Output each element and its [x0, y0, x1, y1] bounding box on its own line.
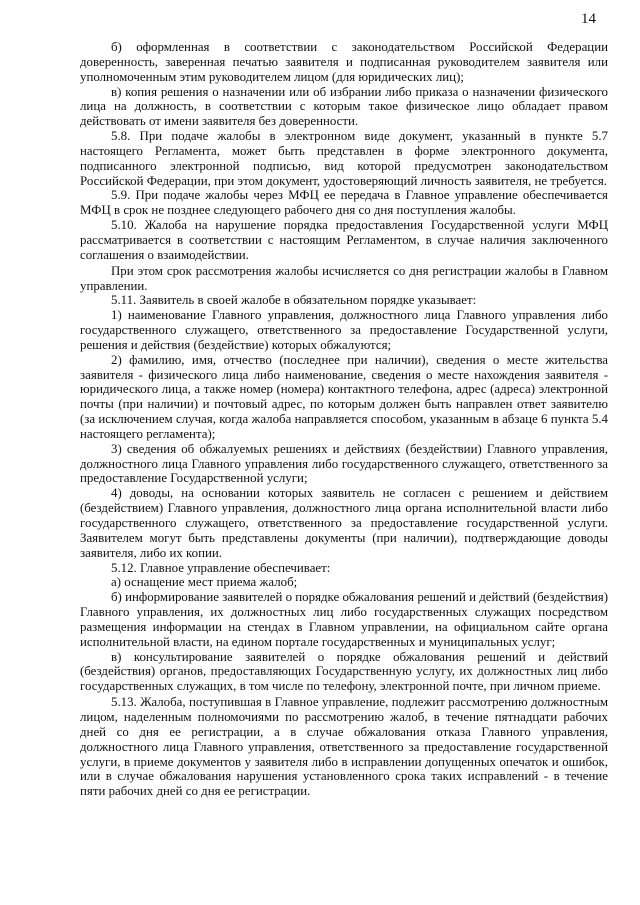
paragraph-5-9: 5.9. При подаче жалобы через МФЦ ее передача в Главное управление обеспечивается МФЦ в срок не позднее следующего рабочего дня со дня поступления жалобы.: [80, 188, 608, 218]
paragraph-5-12: 5.12. Главное управление обеспечивает:: [111, 560, 331, 575]
list-item-1: 1) наименование Главного управления, должностного лица Главного управления либо государственного служащего, ответственного за предоставление Государственной услуги, решения и действия (бездействие) которых обжалуются;: [80, 308, 608, 352]
list-item-3: 3) сведения об обжалуемых решениях и действиях (бездействии) Главного управления, должностного лица Главного управления либо государственного служащего, ответственного за предоставление Государственной услуги;: [80, 441, 608, 486]
list-item-2: 2) фамилию, имя, отчество (последнее при наличии), сведения о месте жительства заявителя - физического лица либо наименование, сведения о месте нахождения заявителя - юридического лица, а также номер (номера) контактного телефона, адрес (адреса) электронной почты (при наличии) и почтовый адрес, по которым должен быть направлен ответ заявителю (за исключением случая, когда жалоба направляется способом, указанным в абзаце 6 пункта 5.4 настоящего регламента);: [80, 352, 608, 441]
paragraph-5-8: 5.8. При подаче жалобы в электронном виде документ, указанный в пункте 5.7 настоящего Регламента, может быть представлен в форме электронного документа, подписанного электронной подписью, вид которой предусмотрен законодательством Российской Федерации, при этом документ, удостоверяющий личность заявителя, не требуется.: [80, 129, 608, 188]
list-item-v: в) консультирование заявителей о порядке обжалования решений и действий (бездействия) органов, предоставляющих Государственную услугу, их должностных лиц либо государственных служащих, в том числе по телефону, электронной почте, при личном приеме.: [80, 649, 608, 694]
paragraph-5-13: 5.13. Жалоба, поступившая в Главное управление, подлежит рассмотрению должностным лицом, наделенным полномочиями по рассмотрению жалоб, в течение пятнадцати рабочих дней со дня ее регистрации, а в случае обжалования отказа Главного управления, должностного лица Главного управления, ответственного за предоставление государственной услуги, в приеме документов у заявителя либо в исправлении допущенных опечаток и ошибок, или в случае обжалования нарушения установленного срока таких исправлений - в течение пяти рабочих дней со дня ее регистрации.: [80, 695, 608, 799]
document-body: [80, 40, 608, 799]
list-item-4: 4) доводы, на основании которых заявитель не согласен с решением и действием (бездействием) Главного управления, должностного лица органа исполнительной власти либо государственного служащего, ответственного за предоставление государственной услуги. Заявителем могут быть представлены документы (при наличии), подтверждающие доводы заявителя, либо их копии.: [80, 486, 608, 560]
paragraph-power-of-attorney: б) оформленная в соответствии с законодательством Российской Федерации доверенность, заверенная печатью заявителя и подписанная руководителем заявителя или уполномоченным этим руководителем лицом (для юридических лиц);: [80, 40, 608, 84]
paragraph-review-term: При этом срок рассмотрения жалобы исчисляется со дня регистрации жалобы в Главном управлении.: [80, 263, 608, 293]
paragraph-5-10: 5.10. Жалоба на нарушение порядка предоставления Государственной услуги МФЦ рассматривается в соответствии с настоящим Регламентом, в случае наличия заключенного соглашения о взаимодействии.: [80, 218, 608, 262]
list-item-b: б) информирование заявителей о порядке обжалования решений и действий (бездействия) Главного управления, их должностных лиц либо государственных служащих посредством размещения информации на стендах в Главном управлении, на официальном сайте органа исполнительной власти, на едином портале государственных и муниципальных услуг;: [80, 590, 608, 649]
page-number: 14: [581, 11, 596, 27]
list-item-a: а) оснащение мест приема жалоб;: [111, 575, 298, 590]
paragraph-5-11: 5.11. Заявитель в своей жалобе в обязательном порядке указывает:: [111, 293, 477, 308]
paragraph-appointment-copy: в) копия решения о назначении или об избрании либо приказа о назначении физического лица на должность, в соответствии с которым такое физическое лицо обладает правом действовать от имени заявителя без доверенности.: [80, 84, 608, 129]
